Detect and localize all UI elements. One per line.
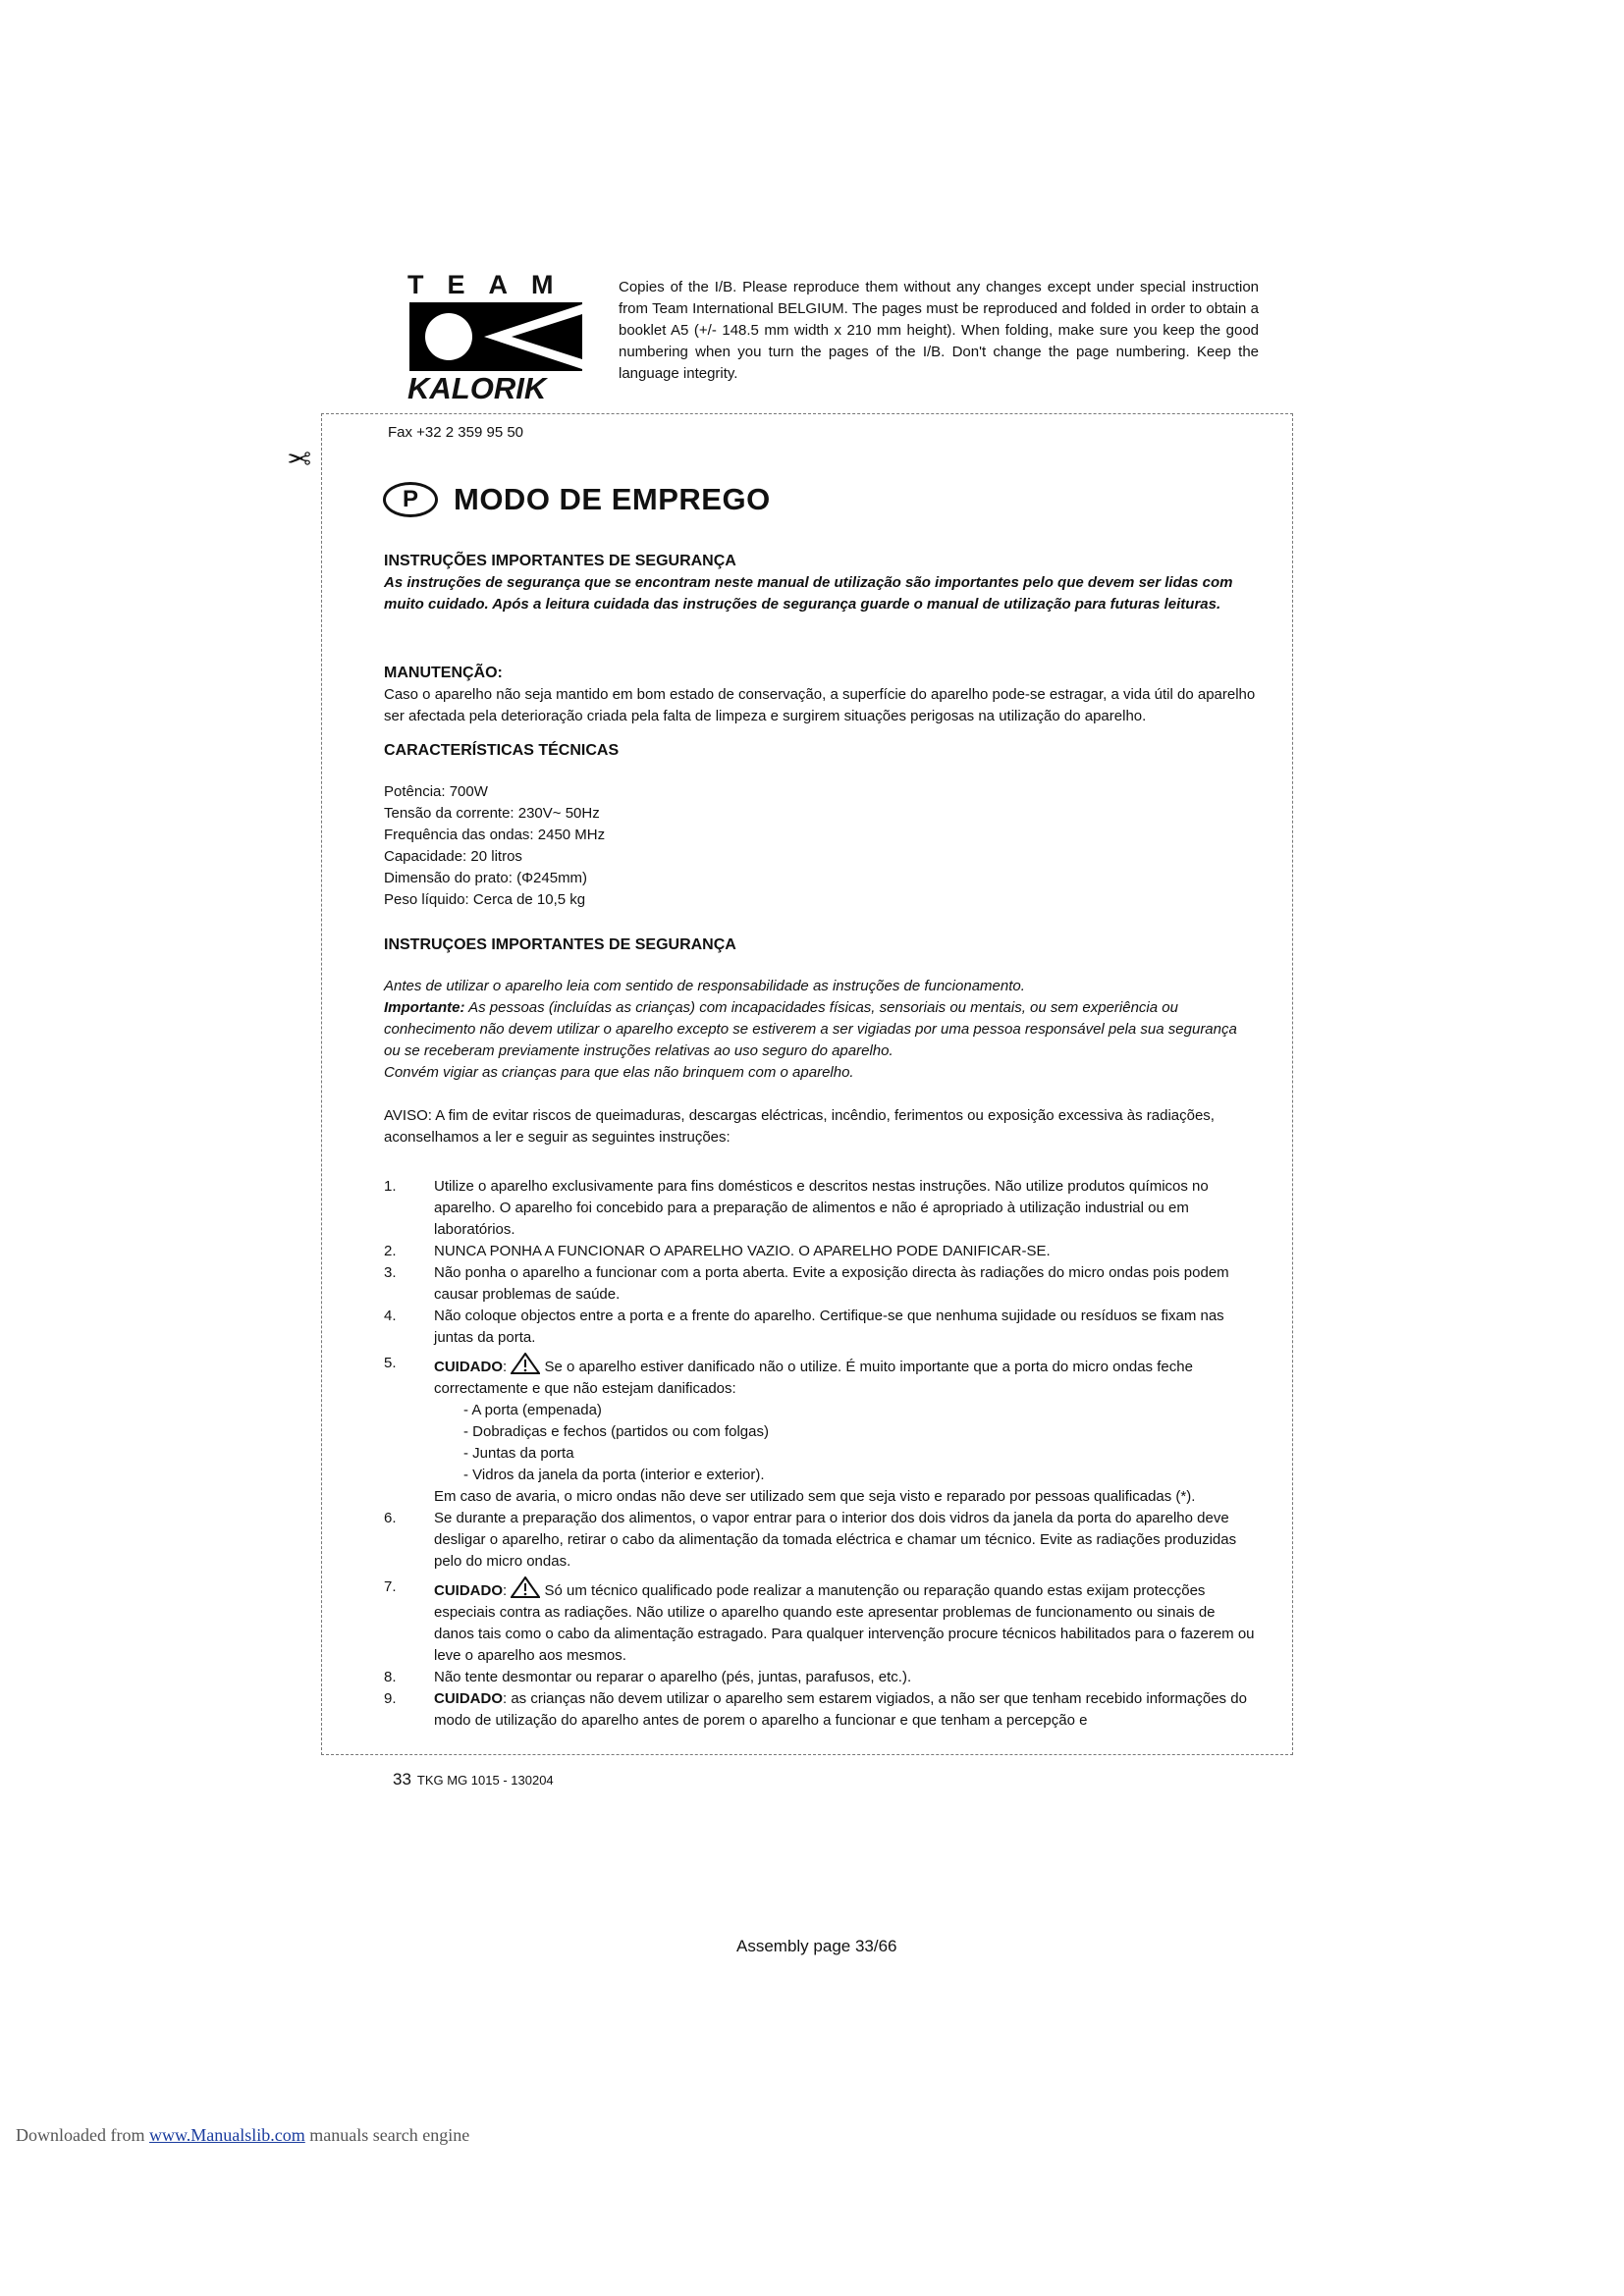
kalorik-k-mark-icon xyxy=(409,302,582,371)
spec-item: Capacidade: 20 litros xyxy=(384,848,522,865)
item-text: Utilize o aparelho exclusivamente para fins domésticos e descritos nestas instruções. Não utilize produtos químicos no aparelho. O aparelho foi concebido para a preparação de alimentos e não é apropriado à utilização industrial ou em laboratórios. xyxy=(434,1178,1209,1238)
spec-item: Tensão da corrente: 230V~ 50Hz xyxy=(384,805,600,822)
maintenance-section xyxy=(384,663,1256,727)
safety-section-2 xyxy=(384,934,1256,1148)
download-prefix: Downloaded from xyxy=(16,2125,149,2145)
list-item xyxy=(384,1667,1256,1688)
instructions-list xyxy=(384,1176,1256,1732)
spec-item: Potência: 700W xyxy=(384,783,488,800)
spec-item: Peso líquido: Cerca de 10,5 kg xyxy=(384,891,586,908)
safety-line-1: Antes de utilizar o aparelho leia com sentido de responsabilidade as instruções de funcionamento. xyxy=(384,978,1025,994)
scissors-icon: ✂ xyxy=(287,441,312,473)
safety-line-3: Convém vigiar as crianças para que elas não brinquem com o aparelho. xyxy=(384,1064,854,1081)
item-text: Se durante a preparação dos alimentos, o vapor entrar para o interior dos dois vidros da janela da porta do aparelho deve desligar o aparelho, retirar o cabo da alimentação da tomada eléctrica e chamar um técnico. Evite as radiações produzidas pelo do micro ondas. xyxy=(434,1510,1237,1570)
tech-specs-list xyxy=(384,781,1256,911)
item-text: NUNCA PONHA A FUNCIONAR O APARELHO VAZIO. O APARELHO PODE DANIFICAR-SE. xyxy=(434,1243,1051,1259)
item-number: 1. xyxy=(384,1178,397,1195)
important-label: Importante: xyxy=(384,999,465,1016)
damage-sublist xyxy=(434,1400,1256,1486)
model-code: TKG MG 1015 - 130204 xyxy=(416,1773,554,1788)
item-text: Não coloque objectos entre a porta e a frente do aparelho. Certifique-se que nenhuma sujidade ou resíduos se fixam nas juntas da porta. xyxy=(434,1308,1224,1346)
page-title xyxy=(383,478,771,521)
item-after-text: Em caso de avaria, o micro ondas não deve ser utilizado sem que seja visto e reparado por pessoas qualificadas (*). xyxy=(434,1488,1196,1505)
caution-label: CUIDADO xyxy=(434,1359,503,1375)
sub-item: - Vidros da janela da porta (interior e exterior). xyxy=(463,1467,765,1483)
caution-label: CUIDADO xyxy=(434,1582,503,1599)
safety-intro-text: As instruções de segurança que se encontram neste manual de utilização são importantes pelo que devem ser lidas com muito cuidado. Após a leitura cuidada das instruções de segurança guarde o manual de utilização para futuras leituras. xyxy=(384,574,1233,613)
assembly-page: Assembly page 33/66 xyxy=(736,1937,897,1955)
list-item xyxy=(384,1262,1256,1306)
item-text: Não tente desmontar ou reparar o aparelho (pés, juntas, parafusos, etc.). xyxy=(434,1669,912,1685)
maintenance-text: Caso o aparelho não seja mantido em bom estado de conservação, a superfície do aparelho pode-se estragar, a vida útil do aparelho ser afectada pela deterioração criada pela falta de limpeza e surgirem situações perigosas na utilização do aparelho. xyxy=(384,686,1256,724)
sub-item: - A porta (empenada) xyxy=(463,1402,602,1418)
safety-heading-2: INSTRUÇOES IMPORTANTES DE SEGURANÇA xyxy=(384,936,736,953)
tech-section xyxy=(384,740,1256,911)
list-item xyxy=(384,1176,1256,1241)
caution-label: CUIDADO xyxy=(434,1690,503,1707)
warning-triangle-icon xyxy=(511,1576,540,1598)
spec-item: Frequência das ondas: 2450 MHz xyxy=(384,827,606,843)
item-number: 4. xyxy=(384,1308,397,1324)
item-number: 5. xyxy=(384,1355,397,1371)
list-item xyxy=(384,1688,1256,1732)
logo-kalorik-text: KALORIK xyxy=(407,371,547,405)
item-text: Só um técnico qualificado pode realizar a manutenção ou reparação quando estas exijam protecções especiais contra as radiações. Não utilize o aparelho quando este apresentar problemas de funcionamento ou sinais de danos tais como o cabo da alimentação estragado. Para qualquer intervenção procure técnicos habilitados para o fazerem ou leve o aparelho aos mesmos. xyxy=(434,1582,1255,1664)
item-text: Se o aparelho estiver danificado não o utilize. É muito importante que a porta do micro ondas feche correctamente e que não estejam danificados: xyxy=(434,1359,1193,1397)
item-number: 9. xyxy=(384,1690,397,1707)
item-number: 7. xyxy=(384,1578,397,1595)
item-number: 8. xyxy=(384,1669,397,1685)
team-kalorik-logo xyxy=(407,270,584,407)
sub-item: - Dobradiças e fechos (partidos ou com folgas) xyxy=(463,1423,769,1440)
item-number: 3. xyxy=(384,1264,397,1281)
logo-team-text: TEAM xyxy=(407,270,577,299)
list-item: 5. CUIDADO: Se o aparelho estiver danificado não o utilize. É muito importante que a porta do micro ondas feche correctamente e que não estejam danificados: - A porta (empenada) - Dobradiças e fechos (partidos ou com folgas) - Juntas da porta - Vidros da janela da porta (interior e exterior). Em caso de avaria, o micro ondas não deve ser utilizado sem que seja visto e reparado por pessoas qualificadas (*). xyxy=(384,1353,1256,1508)
fax-number: Fax +32 2 359 95 50 xyxy=(388,424,524,441)
page-footer xyxy=(393,1770,554,1789)
item-number: 6. xyxy=(384,1510,397,1526)
safety-section-1 xyxy=(384,551,1256,615)
item-text: : as crianças não devem utilizar o aparelho sem estarem vigiados, a não ser que tenham recebido informações do modo de utilização do aparelho antes de porem o aparelho a funcionar e que tenham a percepção e xyxy=(434,1690,1247,1729)
item-number: 2. xyxy=(384,1243,397,1259)
download-notice xyxy=(16,2125,469,2146)
aviso-text: AVISO: A fim de evitar riscos de queimaduras, descargas eléctricas, incêndio, ferimentos ou exposição excessiva às radiações, aconselhamos a ler e seguir as seguintes instruções: xyxy=(384,1107,1215,1146)
important-text: As pessoas (incluídas as crianças) com incapacidades físicas, sensoriais ou mentais, ou sem experiência ou conhecimento não devem utilizar o aparelho excepto se estiverem a ser vigiadas por uma pessoa responsável pela sua segurança ou se receberam previamente instruções relativas ao uso seguro do aparelho. xyxy=(384,999,1237,1059)
reproduction-instructions: Copies of the I/B. Please reproduce them without any changes except under special instruction from Team International BELGIUM. The pages must be reproduced and folded in order to obtain a booklet A5 (+/- 148.5 mm width x 210 mm height). When folding, make sure you keep the good numbering when you turn the pages of the I/B. Don't change the page numbering. Keep the language integrity. xyxy=(619,279,1259,382)
list-item xyxy=(384,1306,1256,1349)
tech-heading: CARACTERÍSTICAS TÉCNICAS xyxy=(384,742,620,759)
safety-heading-1: INSTRUÇÕES IMPORTANTES DE SEGURANÇA xyxy=(384,553,736,569)
warning-triangle-icon xyxy=(511,1353,540,1374)
download-suffix: manuals search engine xyxy=(304,2125,470,2145)
safety-important xyxy=(384,997,1256,1062)
maintenance-heading: MANUTENÇÃO: xyxy=(384,665,503,681)
sub-item: - Juntas da porta xyxy=(463,1445,574,1462)
list-item xyxy=(384,1241,1256,1262)
item-text: Não ponha o aparelho a funcionar com a porta aberta. Evite a exposição directa às radiações do micro ondas pois podem causar problemas de saúde. xyxy=(434,1264,1229,1303)
page-number: 33 xyxy=(393,1770,411,1789)
list-item xyxy=(384,1508,1256,1573)
manualslib-link[interactable]: www.Manualslib.com xyxy=(148,2125,305,2145)
language-badge: P xyxy=(383,482,438,517)
spec-item: Dimensão do prato: (Φ245mm) xyxy=(384,870,588,886)
title-text: MODO DE EMPREGO xyxy=(454,482,771,516)
list-item: 7. CUIDADO: Só um técnico qualificado pode realizar a manutenção ou reparação quando estas exijam protecções especiais contra as radiações. Não utilize o aparelho quando este apresentar problemas de funcionamento ou sinais de danos tais como o cabo da alimentação estragado. Para qualquer intervenção procure técnicos habilitados para o fazerem ou leve o aparelho aos mesmos. xyxy=(384,1578,1255,1664)
